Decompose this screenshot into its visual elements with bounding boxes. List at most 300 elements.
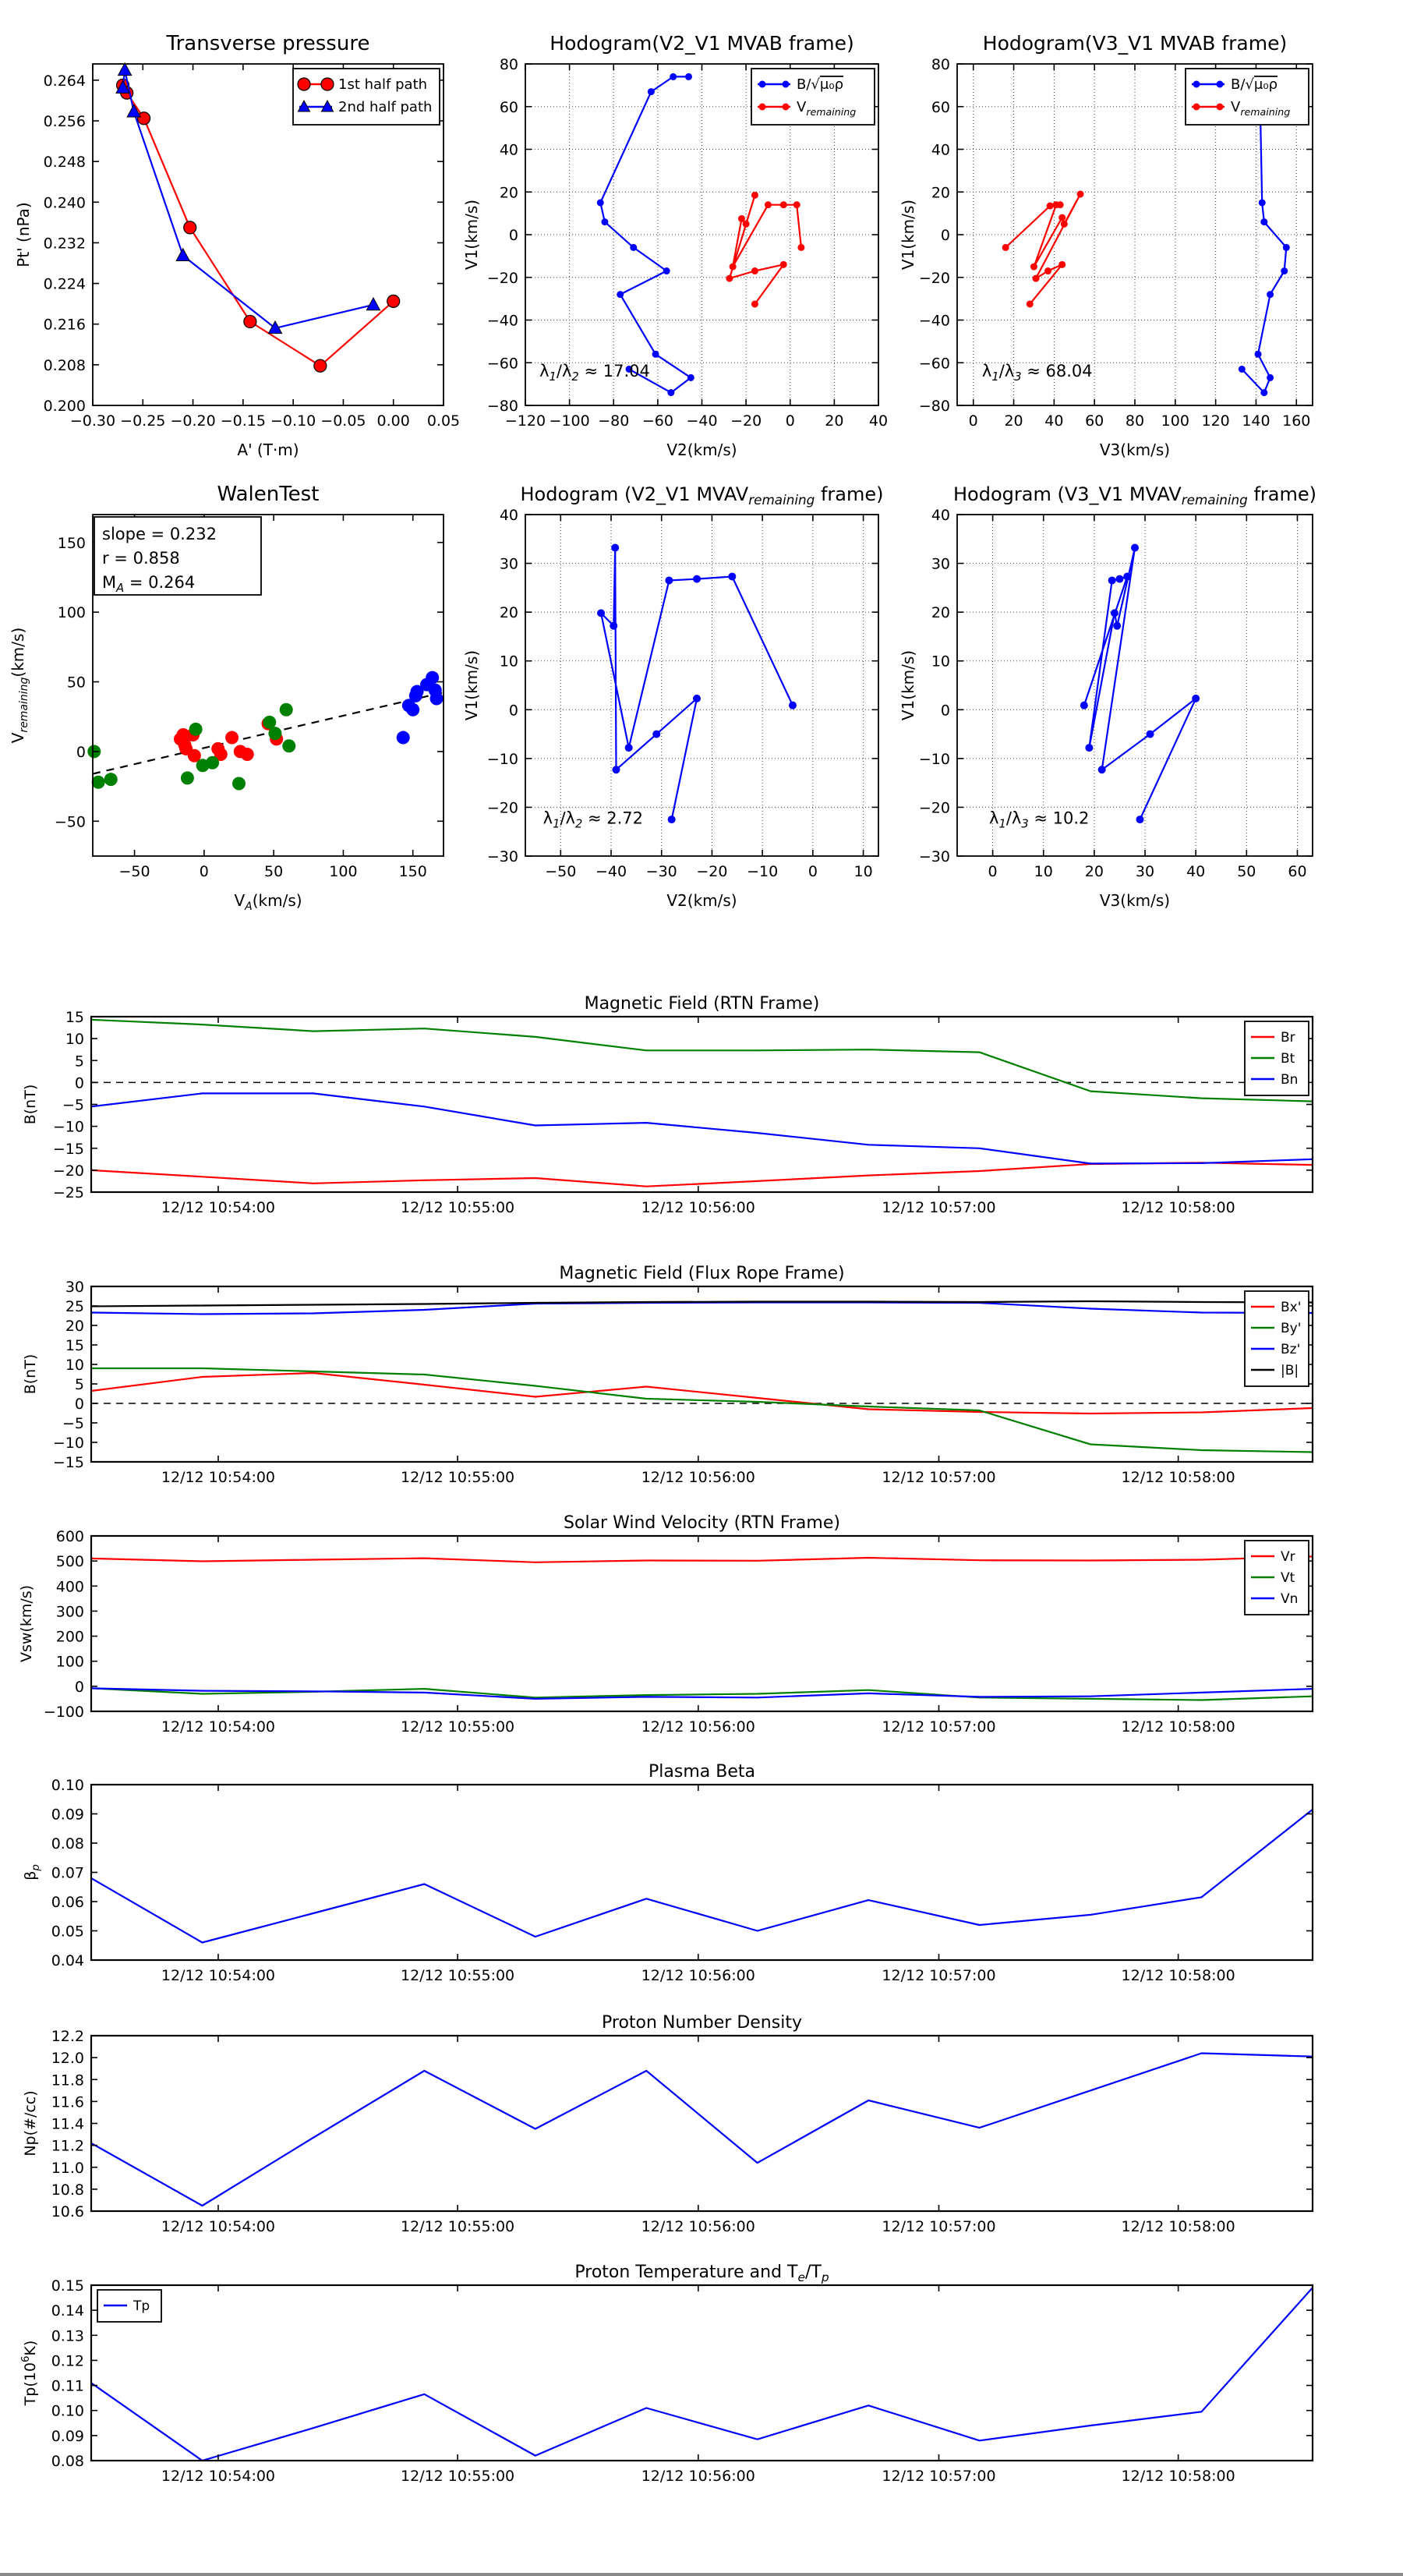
legend-label: Tp [133,2298,150,2314]
x-tick-label: 12/12 10:54:00 [161,1967,276,1984]
x-tick-label: 100 [329,863,358,880]
y-tick-label: 10 [931,653,950,671]
marker [430,692,444,705]
x-tick-label: 0.00 [376,412,410,430]
y-tick-label: −40 [486,312,518,330]
legend-label: Bz' [1281,1342,1301,1357]
hodogram-v3v1-mvab-markers-Vremaining [1002,190,1084,307]
y-tick-label: 15 [65,1337,84,1354]
legend-marker [1193,81,1200,88]
x-tick-label: −50 [118,863,150,880]
legend-label: By' [1281,1321,1302,1336]
marker [625,744,633,752]
marker [797,244,804,251]
x-tick-label: 12/12 10:58:00 [1121,1469,1235,1486]
mf-rtn-legend [1245,1021,1309,1095]
marker [1044,267,1051,274]
x-tick-label: 60 [1085,412,1104,430]
y-tick-label: −20 [918,799,950,817]
marker [1061,221,1068,228]
y-tick-label: 0 [76,743,86,761]
hodogram-v2v1-mvav-xlabel: V2(km/s) [666,891,737,910]
y-tick-label: −20 [52,1162,84,1180]
marker [1136,816,1144,823]
y-tick-label: 0 [508,702,518,720]
legend-marker [1217,104,1224,111]
x-tick-label: 120 [1201,412,1230,430]
ticks [919,507,1313,880]
hodogram-v2v1-mvav-ylabel: V1(km/s) [462,649,481,721]
y-tick-label: 500 [55,1553,84,1571]
stats-line: slope = 0.232 [102,525,217,543]
x-tick-label: 150 [398,863,427,880]
x-tick-label: 20 [1084,863,1104,880]
legend-marker [783,104,790,111]
hodogram-v3v1-mvav-ylabel: V1(km/s) [899,649,917,721]
x-tick-label: −80 [598,412,630,430]
marker [1080,702,1088,709]
walen-test-title: WalenTest [217,483,320,506]
y-tick-label: 0.12 [51,2352,84,2370]
y-tick-label: 0.200 [43,398,86,415]
x-tick-label: 12/12 10:55:00 [401,1199,515,1216]
marker [687,374,694,381]
hodogram-v2v1-mvav-series-V [601,548,793,820]
panel-hodogram-v3v1-mvav [899,483,1316,910]
legend-marker [759,81,766,88]
panel-walen-test [9,483,444,913]
x-tick-label: 12/12 10:56:00 [641,1199,755,1216]
hodogram-v2v1-mvav-markers-V [597,544,797,824]
y-tick-label: 60 [931,98,950,116]
y-tick-label: 30 [931,555,950,573]
legend-marker [1217,81,1224,88]
y-tick-label: 100 [55,1653,84,1671]
y-tick-label: 0.07 [51,1864,84,1882]
hodogram-v3v1-mvav-annotation: $\lambda_1/\lambda_3 \approx 10.2$ [989,809,1090,831]
y-tick-label: 30 [499,555,518,573]
y-tick-label: −30 [918,848,950,865]
panel-hodogram-v3v1-mvab [899,32,1313,459]
marker [751,267,758,274]
x-tick-label: 160 [1282,412,1311,430]
y-tick-label: 80 [499,56,518,73]
vsw-ylabel: Vsw(km/s) [18,1584,35,1663]
marker [1255,351,1262,358]
y-tick-label: 12.2 [51,2028,84,2045]
marker [1260,389,1267,396]
transverse-pressure-legend [293,69,440,125]
marker [1033,275,1040,282]
y-tick-label: 0.208 [43,356,86,374]
hodogram-v3v1-mvab-annotation: $\lambda_1/\lambda_3 \approx 68.04$ [981,361,1093,384]
legend-label: Vt [1281,1570,1295,1586]
marker [138,112,150,125]
y-tick-label: 20 [931,184,950,202]
marker [1030,264,1037,271]
y-tick-label: 0.13 [51,2327,84,2345]
y-tick-label: 10 [65,1357,84,1374]
marker [406,703,419,717]
y-tick-label: 200 [55,1628,84,1646]
legend-marker [321,78,334,90]
y-tick-label: 0.10 [51,1777,84,1794]
marker [648,88,655,95]
legend-label: Bx' [1281,1300,1302,1315]
panel-vsw [18,1513,1313,1736]
x-tick-label: 12/12 10:54:00 [161,1469,276,1486]
y-tick-label: 0.14 [51,2302,84,2320]
y-tick-label: −80 [918,398,950,415]
x-tick-label: 12/12 10:57:00 [882,1967,996,1984]
x-tick-label: 12/12 10:57:00 [882,2468,996,2485]
marker [366,298,380,310]
marker [1047,203,1054,210]
x-tick-label: 12/12 10:58:00 [1121,2468,1235,2485]
y-tick-label: 40 [931,141,950,159]
marker [693,695,701,702]
x-tick-label: 50 [1237,863,1256,880]
y-tick-label: 50 [66,674,86,692]
marker [280,703,293,717]
panel-plasma-beta [22,1762,1313,1984]
hodogram-v3v1-mvab-legend [1186,69,1309,125]
x-tick-label: 12/12 10:58:00 [1121,1718,1235,1736]
marker [1108,576,1116,584]
marker [397,731,410,745]
x-tick-label: 12/12 10:56:00 [641,2218,755,2235]
legend-label: B/√μ₀ρ [797,76,843,93]
marker [1027,300,1034,307]
walen-test-xlabel: $V_A(km/s)$ [234,891,302,913]
legend-marker [783,81,790,88]
y-tick-label: −40 [918,312,950,330]
legend-label: Vr [1281,1549,1295,1565]
axes-frame [91,2036,1313,2211]
y-tick-label: −50 [54,813,86,831]
x-tick-label: 0 [785,412,795,430]
marker [751,300,758,307]
transverse-pressure-ylabel: Pt' (nPa) [14,202,33,267]
x-tick-label: 12/12 10:55:00 [401,1967,515,1984]
x-tick-label: −20 [696,863,728,880]
marker [1077,190,1084,197]
y-tick-label: 0.11 [51,2377,84,2395]
ticks [51,1777,1313,1984]
x-tick-label: 12/12 10:54:00 [161,1718,276,1736]
hodogram-v3v1-mvab-title: Hodogram(V3_V1 MVAB frame) [982,32,1288,55]
axes-frame [91,1536,1313,1711]
y-tick-label: 0.256 [43,113,86,130]
y-tick-label: 400 [55,1578,84,1596]
panel-mf-fluxrope [22,1264,1313,1486]
proton-density-title: Proton Number Density [602,2013,802,2033]
x-tick-label: 12/12 10:58:00 [1121,1967,1235,1984]
hodogram-v2v1-mvab-ylabel: V1(km/s) [462,199,481,271]
x-tick-label: 12/12 10:58:00 [1121,2218,1235,2235]
marker [1098,766,1106,773]
y-tick-label: 11.6 [51,2093,84,2111]
y-tick-label: 0.248 [43,154,86,172]
mf-rtn-title: Magnetic Field (RTN Frame) [584,994,820,1014]
hodogram-v3v1-mvab-series-Vremaining [1005,194,1080,304]
y-tick-label: 600 [55,1528,84,1545]
transverse-pressure-series-1st half path [123,85,394,366]
proton-density-ylabel: Np(#/cc) [22,2090,39,2157]
x-tick-label: 80 [1125,412,1145,430]
stats-line: r = 0.858 [102,549,180,568]
marker [118,63,132,76]
vsw-title: Solar Wind Velocity (RTN Frame) [564,1513,840,1533]
x-tick-label: 0 [968,412,978,430]
y-tick-label: −10 [918,750,950,768]
x-tick-label: −40 [686,412,718,430]
x-tick-label: 140 [1242,412,1270,430]
y-tick-label: 5 [74,1376,84,1393]
marker [610,622,617,630]
legend-label: 2nd half path [338,99,433,115]
marker [612,766,620,773]
y-tick-label: −5 [62,1096,84,1114]
proton-temp-legend [97,2290,161,2322]
y-tick-label: 0 [74,1678,84,1696]
marker [726,275,733,282]
panel-mf-rtn [22,994,1313,1216]
proton-density-series-Np [91,2054,1313,2206]
marker [1147,731,1154,738]
stats-line: $M_A = 0.264$ [102,573,196,595]
marker [738,215,745,222]
hodogram-v3v1-mvav-xlabel: V3(km/s) [1099,891,1171,910]
y-tick-label: −5 [62,1415,84,1432]
axes-frame [91,2285,1313,2461]
legend-label: $V_{remaining}$ [797,99,857,118]
proton-temp-ylabel: $Tp(10^6K)$ [20,2340,39,2406]
y-tick-label: 0.09 [51,1806,84,1824]
x-tick-label: 10 [1034,863,1053,880]
legend-label: Bn [1281,1072,1299,1088]
x-tick-label: 12/12 10:58:00 [1121,1199,1235,1216]
x-tick-label: 50 [264,863,284,880]
hodogram-v3v1-mvav-series-V [1084,548,1196,820]
x-tick-label: 10 [853,863,873,880]
axes-frame [957,515,1313,856]
marker [268,727,281,740]
hodogram-v2v1-mvab-annotation: $\lambda_1/\lambda_2 \approx 17.04$ [539,361,650,384]
y-tick-label: −60 [918,355,950,373]
y-tick-label: 15 [65,1009,84,1026]
mf-fluxrope-series-By' [91,1368,1313,1453]
legend-marker [298,78,310,90]
legend-label: Vn [1281,1591,1299,1607]
axes-frame [91,1017,1313,1192]
ticks [44,1528,1313,1736]
y-tick-label: −100 [43,1704,84,1721]
marker [387,295,400,307]
x-tick-label: 40 [1186,863,1206,880]
marker [1113,622,1121,630]
hodogram-v2v1-mvab-legend [751,69,875,125]
y-tick-label: 0.05 [51,1923,84,1941]
y-tick-label: −20 [486,799,518,817]
plasma-beta-ylabel: $\beta_p$ [22,1864,42,1881]
x-tick-label: 12/12 10:57:00 [882,1718,996,1736]
y-tick-label: 10 [65,1031,84,1049]
y-tick-label: 0 [74,1396,84,1413]
marker [314,359,327,372]
x-tick-label: 12/12 10:57:00 [882,2218,996,2235]
marker [793,201,800,208]
trend-line [93,692,444,773]
x-tick-label: 12/12 10:56:00 [641,1469,755,1486]
marker [765,201,772,208]
y-tick-label: −20 [486,269,518,287]
x-tick-label: −0.10 [270,412,316,430]
y-tick-label: 0.264 [43,72,86,90]
hodogram-v3v1-mvav-title: Hodogram (V3_V1 $MVAV_{remaining}$ frame) [952,483,1317,508]
marker [665,576,673,584]
transverse-pressure-xlabel: A' (T·m) [237,441,299,459]
y-tick-label: 0.232 [43,235,86,253]
mf-rtn-series-Br [91,1162,1313,1186]
y-tick-label: 0 [74,1074,84,1092]
y-tick-label: −60 [486,355,518,373]
marker [1267,374,1274,381]
y-tick-label: −10 [52,1435,84,1452]
y-tick-label: −10 [486,750,518,768]
x-tick-label: 12/12 10:56:00 [641,2468,755,2485]
x-tick-label: −0.05 [320,412,366,430]
marker [225,731,239,745]
y-tick-label: 40 [499,141,518,159]
mf-fluxrope-title: Magnetic Field (Flux Rope Frame) [559,1264,845,1283]
y-tick-label: 20 [499,184,518,202]
marker [1058,214,1066,221]
mf-fluxrope-legend [1245,1291,1309,1386]
marker [601,218,608,225]
transverse-pressure-title: Transverse pressure [166,32,370,55]
marker [1111,609,1119,617]
vsw-series-Vn [91,1688,1313,1699]
x-tick-label: 12/12 10:57:00 [882,1199,996,1216]
x-tick-label: 12/12 10:55:00 [401,1718,515,1736]
legend-label: $V_{remaining}$ [1231,99,1291,118]
x-tick-label: −0.20 [170,412,216,430]
y-tick-label: 10.6 [51,2203,84,2220]
x-tick-label: 60 [1288,863,1307,880]
vsw-legend [1245,1541,1309,1615]
marker [780,201,787,208]
walen-test-markers-group-blue [397,671,444,745]
x-tick-label: 12/12 10:55:00 [401,2468,515,2485]
hodogram-v3v1-mvab-xlabel: V3(km/s) [1099,441,1171,459]
x-tick-label: −100 [549,412,590,430]
y-tick-label: −80 [486,398,518,415]
x-tick-label: 12/12 10:56:00 [641,1967,755,1984]
mf-fluxrope-series-|B| [91,1301,1313,1307]
marker [1259,199,1266,206]
axes-frame [525,515,878,856]
x-tick-label: 12/12 10:57:00 [882,1469,996,1486]
marker [789,702,797,709]
y-tick-label: 11.8 [51,2072,84,2089]
y-tick-label: 5 [74,1053,84,1070]
marker [670,73,677,80]
mf-fluxrope-series-Bz' [91,1303,1313,1315]
marker [1131,544,1139,552]
marker [1002,244,1009,251]
x-tick-label: −60 [641,412,673,430]
marker [1085,744,1093,752]
marker [652,351,659,358]
y-tick-label: 80 [931,56,950,73]
hodogram-v2v1-mvab-xlabel: V2(km/s) [666,441,737,459]
marker [780,261,787,268]
proton-temp-title: Proton Temperature and $T_e/T_p$ [574,2263,829,2284]
mf-rtn-ylabel: B(nT) [22,1084,39,1125]
vsw-series-Vr [91,1556,1313,1562]
x-tick-label: −40 [595,863,627,880]
y-tick-label: 20 [65,1318,84,1335]
marker [751,192,758,199]
marker [652,731,660,738]
x-tick-label: −30 [645,863,677,880]
y-tick-label: 0.06 [51,1894,84,1911]
x-tick-label: 12/12 10:54:00 [161,2218,276,2235]
x-tick-label: 12/12 10:56:00 [641,1718,755,1736]
y-tick-label: 30 [65,1279,84,1296]
marker [597,609,605,617]
hodogram-v2v1-mvab-series-Vremaining [730,195,801,304]
ticks [51,2277,1313,2485]
y-tick-label: −30 [486,848,518,865]
marker [617,291,624,298]
mf-rtn-series-Bt [91,1020,1313,1102]
marker [668,816,676,823]
hodogram-v2v1-mvav-title: Hodogram (V2_V1 $MVAV_{remaining}$ frame) [520,483,884,508]
x-tick-label: 12/12 10:54:00 [161,2468,276,2485]
y-tick-label: 20 [931,604,950,622]
mf-fluxrope-series-Bx' [91,1373,1313,1414]
marker [1260,218,1267,225]
y-tick-label: 0 [940,227,950,244]
x-tick-label: 40 [868,412,889,430]
x-tick-label: 30 [1135,863,1155,880]
x-tick-label: −20 [730,412,762,430]
x-tick-label: −120 [504,412,546,430]
panel-transverse-pressure [14,32,460,459]
y-tick-label: 10.8 [51,2181,84,2199]
y-tick-label: 12.0 [51,2050,84,2068]
y-tick-label: 0.216 [43,316,86,334]
y-tick-label: 10 [499,653,518,671]
y-tick-label: 0.224 [43,275,86,293]
legend-label: Br [1281,1030,1295,1046]
y-tick-label: 0.09 [51,2427,84,2445]
marker [730,264,737,271]
marker [104,773,118,786]
marker [426,671,439,685]
y-tick-label: 0.08 [51,2453,84,2470]
marker [685,73,692,80]
y-tick-label: 300 [55,1603,84,1621]
y-tick-label: 0.08 [51,1835,84,1852]
hodogram-v2v1-mvab-title: Hodogram(V2_V1 MVAB frame) [550,32,854,55]
marker [630,244,637,251]
x-tick-label: 20 [825,412,844,430]
marker [92,776,105,789]
legend-label: |B| [1281,1363,1299,1378]
